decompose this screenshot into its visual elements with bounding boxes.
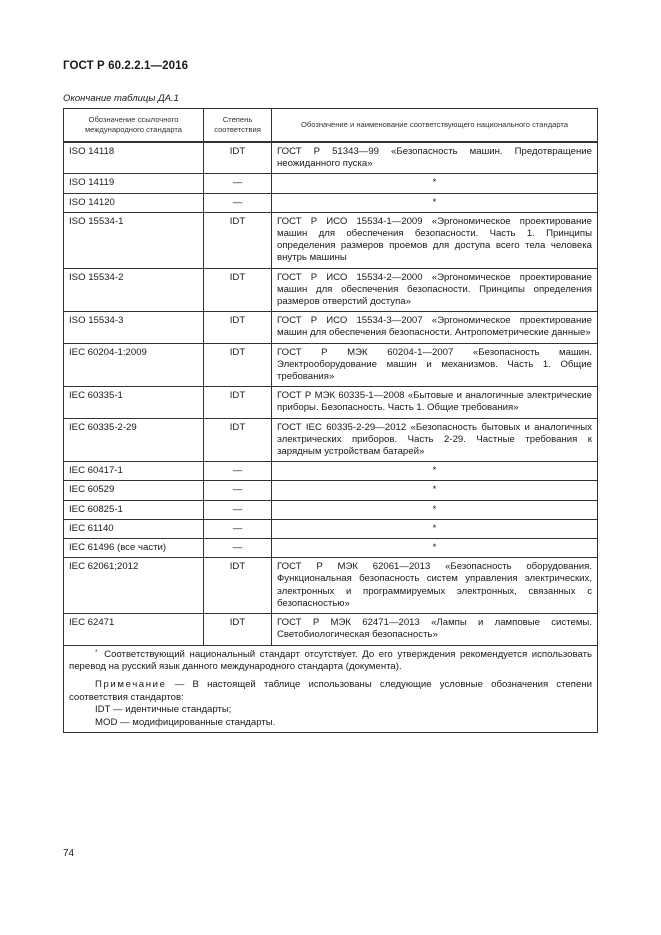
cell-degree: IDT: [204, 312, 272, 343]
page-number: 74: [63, 848, 75, 859]
cell-international-standard: ISO 14119: [64, 174, 204, 193]
cell-national-standard: ГОСТ Р ИСО 15534-3—2007 «Эргономическое проектирование машин для обеспечения безопасности. Антропометрические данные»: [272, 312, 598, 343]
table-row: [64, 519, 598, 538]
table-row: [64, 462, 598, 481]
cell-degree: IDT: [204, 418, 272, 462]
cell-national-standard: *: [272, 519, 598, 538]
cell-degree: —: [204, 193, 272, 212]
table-row: [64, 418, 598, 462]
table-row: [64, 387, 598, 418]
cell-national-standard: *: [272, 500, 598, 519]
column-header-degree: Степень соответствия: [204, 109, 272, 143]
table-row: [64, 539, 598, 558]
column-header-international-standard: Обозначение ссылочного международного стандарта: [64, 109, 204, 143]
table-header-row: [64, 109, 598, 143]
cell-international-standard: IEC 60204-1:2009: [64, 343, 204, 387]
cell-national-standard: ГОСТ Р МЭК 60335-1—2008 «Бытовые и аналогичные электрические приборы. Безопасность. Часть 1. Общие требования»: [272, 387, 598, 418]
cell-national-standard: ГОСТ IEC 60335-2-29—2012 «Безопасность бытовых и аналогичных электрических приборов. Часть 2-29. Частные требования к зарядным устройствам батарей»: [272, 418, 598, 462]
table-row: [64, 312, 598, 343]
cell-international-standard: IEC 61140: [64, 519, 204, 538]
cell-national-standard: ГОСТ Р МЭК 62471—2013 «Лампы и ламповые системы. Светобиологическая безопасность»: [272, 614, 598, 645]
cell-degree: IDT: [204, 387, 272, 418]
table-caption: Окончание таблицы ДА.1: [63, 93, 179, 104]
note-item-mod: MOD — модифицированные стандарты.: [95, 716, 276, 728]
cell-degree: —: [204, 174, 272, 193]
cell-degree: —: [204, 462, 272, 481]
note-text: — В настоящей таблице использованы следующие условные обозначения степени соответствия стандартов:: [69, 679, 592, 703]
cell-national-standard: ГОСТ Р МЭК 62061—2013 «Безопасность оборудования. Функциональная безопасность систем управления электрических, электронных и программируемых электронных, связанных с безопасностью»: [272, 558, 598, 614]
cell-international-standard: IEC 60417-1: [64, 462, 204, 481]
cell-national-standard: *: [272, 539, 598, 558]
cell-degree: IDT: [204, 142, 272, 174]
table-row: [64, 142, 598, 174]
cell-national-standard: *: [272, 462, 598, 481]
cell-national-standard: *: [272, 481, 598, 500]
cell-degree: —: [204, 519, 272, 538]
table-row: [64, 193, 598, 212]
table-footer-row: [64, 645, 598, 732]
cell-international-standard: IEC 62061;2012: [64, 558, 204, 614]
cell-international-standard: ISO 14120: [64, 193, 204, 212]
cell-international-standard: IEC 60825-1: [64, 500, 204, 519]
cell-international-standard: IEC 60335-2-29: [64, 418, 204, 462]
cell-national-standard: *: [272, 174, 598, 193]
cell-national-standard: ГОСТ Р 51343—99 «Безопасность машин. Предотвращение неожиданного пуска»: [272, 142, 598, 174]
cell-international-standard: IEC 60529: [64, 481, 204, 500]
cell-degree: IDT: [204, 614, 272, 645]
table-row: [64, 558, 598, 614]
cell-international-standard: IEC 60335-1: [64, 387, 204, 418]
table-row: [64, 212, 598, 268]
cell-degree: IDT: [204, 212, 272, 268]
column-header-national-standard: Обозначение и наименование соответствующего национального стандарта: [272, 109, 598, 143]
cell-degree: —: [204, 481, 272, 500]
cell-degree: —: [204, 500, 272, 519]
table-body: [64, 142, 598, 732]
note: [69, 679, 592, 704]
footnote-marker: *: [95, 648, 98, 656]
cell-national-standard: *: [272, 193, 598, 212]
cell-international-standard: IEC 62471: [64, 614, 204, 645]
cell-international-standard: ISO 15534-1: [64, 212, 204, 268]
footnote-text: Соответствующий национальный стандарт отсутствует. До его утверждения рекомендуется использовать перевод на русский язык данного международного стандарта (документа).: [69, 648, 592, 672]
table-row: [64, 614, 598, 645]
cell-degree: —: [204, 539, 272, 558]
cell-degree: IDT: [204, 343, 272, 387]
table-footnote-cell: [64, 645, 598, 732]
note-item-idt: IDT — идентичные стандарты;: [95, 704, 232, 716]
cell-degree: IDT: [204, 558, 272, 614]
cell-international-standard: IEC 61496 (все части): [64, 539, 204, 558]
cell-degree: IDT: [204, 268, 272, 312]
cell-international-standard: ISO 15534-3: [64, 312, 204, 343]
cell-national-standard: ГОСТ Р ИСО 15534-2—2000 «Эргономическое проектирование машин для обеспечения безопасности. Принципы определения размеров отверстий доступа»: [272, 268, 598, 312]
cell-national-standard: ГОСТ Р ИСО 15534-1—2009 «Эргономическое проектирование машин для обеспечения безопасности. Часть 1. Принципы определения размеров проемов для доступа всего тела человека внутрь машины: [272, 212, 598, 268]
cell-international-standard: ISO 15534-2: [64, 268, 204, 312]
table-row: [64, 174, 598, 193]
standards-correspondence-table: [63, 108, 598, 733]
table-row: [64, 268, 598, 312]
table-row: [64, 343, 598, 387]
note-label: Примечание: [95, 679, 167, 691]
cell-national-standard: ГОСТ Р МЭК 60204-1—2007 «Безопасность машин. Электрооборудование машин и механизмов. Часть 1. Общие требования»: [272, 343, 598, 387]
footnote: [69, 649, 592, 674]
cell-international-standard: ISO 14118: [64, 142, 204, 174]
table-row: [64, 481, 598, 500]
table-row: [64, 500, 598, 519]
document-code-header: ГОСТ Р 60.2.2.1—2016: [63, 60, 189, 72]
